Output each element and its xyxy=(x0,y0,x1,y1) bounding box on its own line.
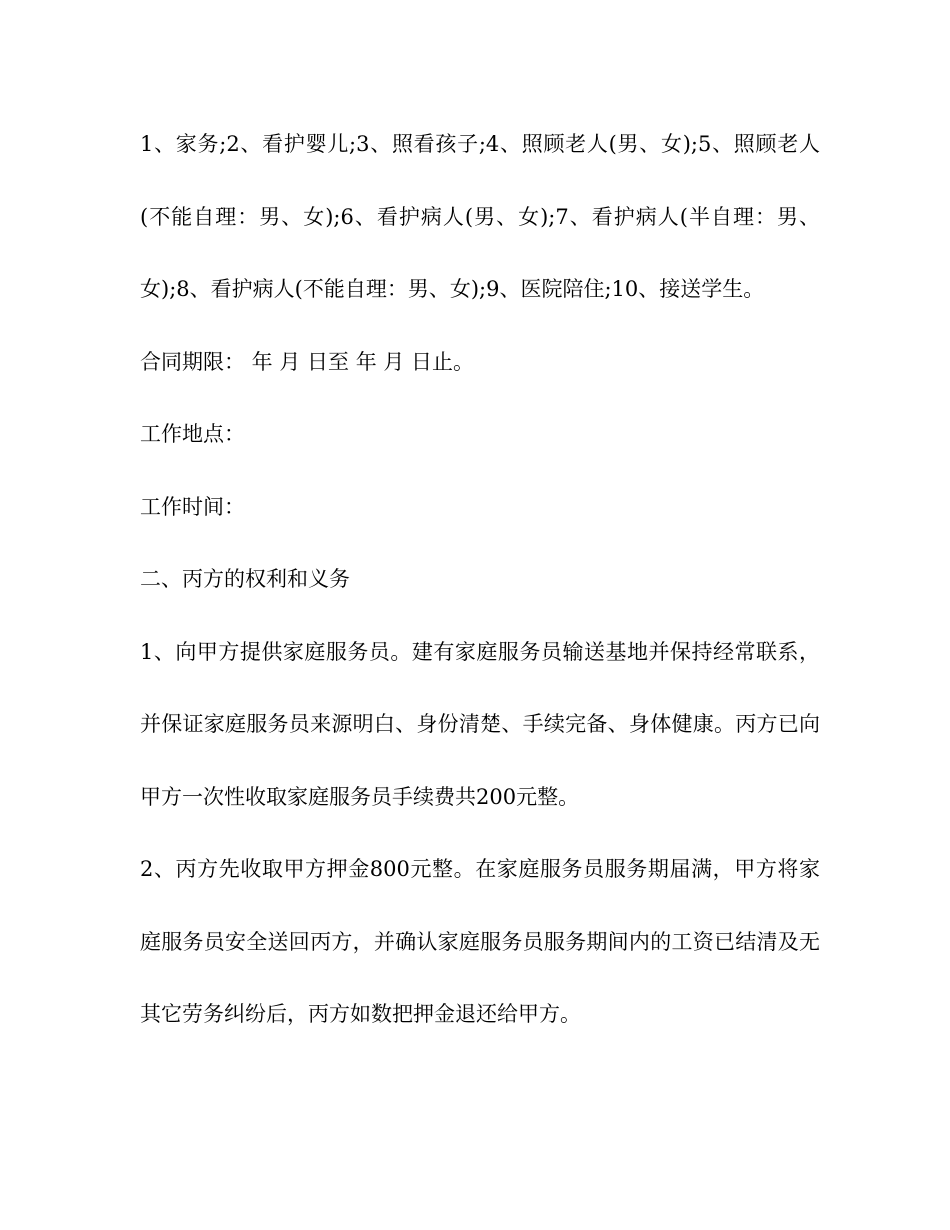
section-heading-party-c-rights: 二、丙方的权利和义务 xyxy=(140,567,350,591)
paragraph-clause-1: 1、向甲方提供家庭服务员。建有家庭服务员输送基地并保持经常联系，并保证家庭服务员来源明白、身份清楚、手续完备、身体健康。丙方已向甲方一次性收取家庭服务员手续费共200元整。 xyxy=(140,639,820,809)
document-body xyxy=(140,108,820,1051)
paragraph-contract-term: 合同期限： 年 月 日至 年 月 日止。 xyxy=(140,349,475,374)
paragraph-clause-2: 2、丙方先收取甲方押金800元整。在家庭服务员服务期届满，甲方将家庭服务员安全送回丙方，并确认家庭服务员服务期间内的工资已结清及无其它劳务纠纷后，丙方如数把押金退还给甲方。 xyxy=(140,857,820,1026)
paragraph-work-hours: 工作时间： xyxy=(140,494,245,519)
paragraph-service-items: 1、家务;2、看护婴儿;3、照看孩子;4、照顾老人(男、女);5、照顾老人(不能自理：男、女);6、看护病人(男、女);7、看护病人(半自理：男、女);8、看护病人(不能自理：男、女);9、医院陪住;10、接送学生。 xyxy=(140,132,820,301)
paragraph-work-location: 工作地点： xyxy=(140,422,245,446)
